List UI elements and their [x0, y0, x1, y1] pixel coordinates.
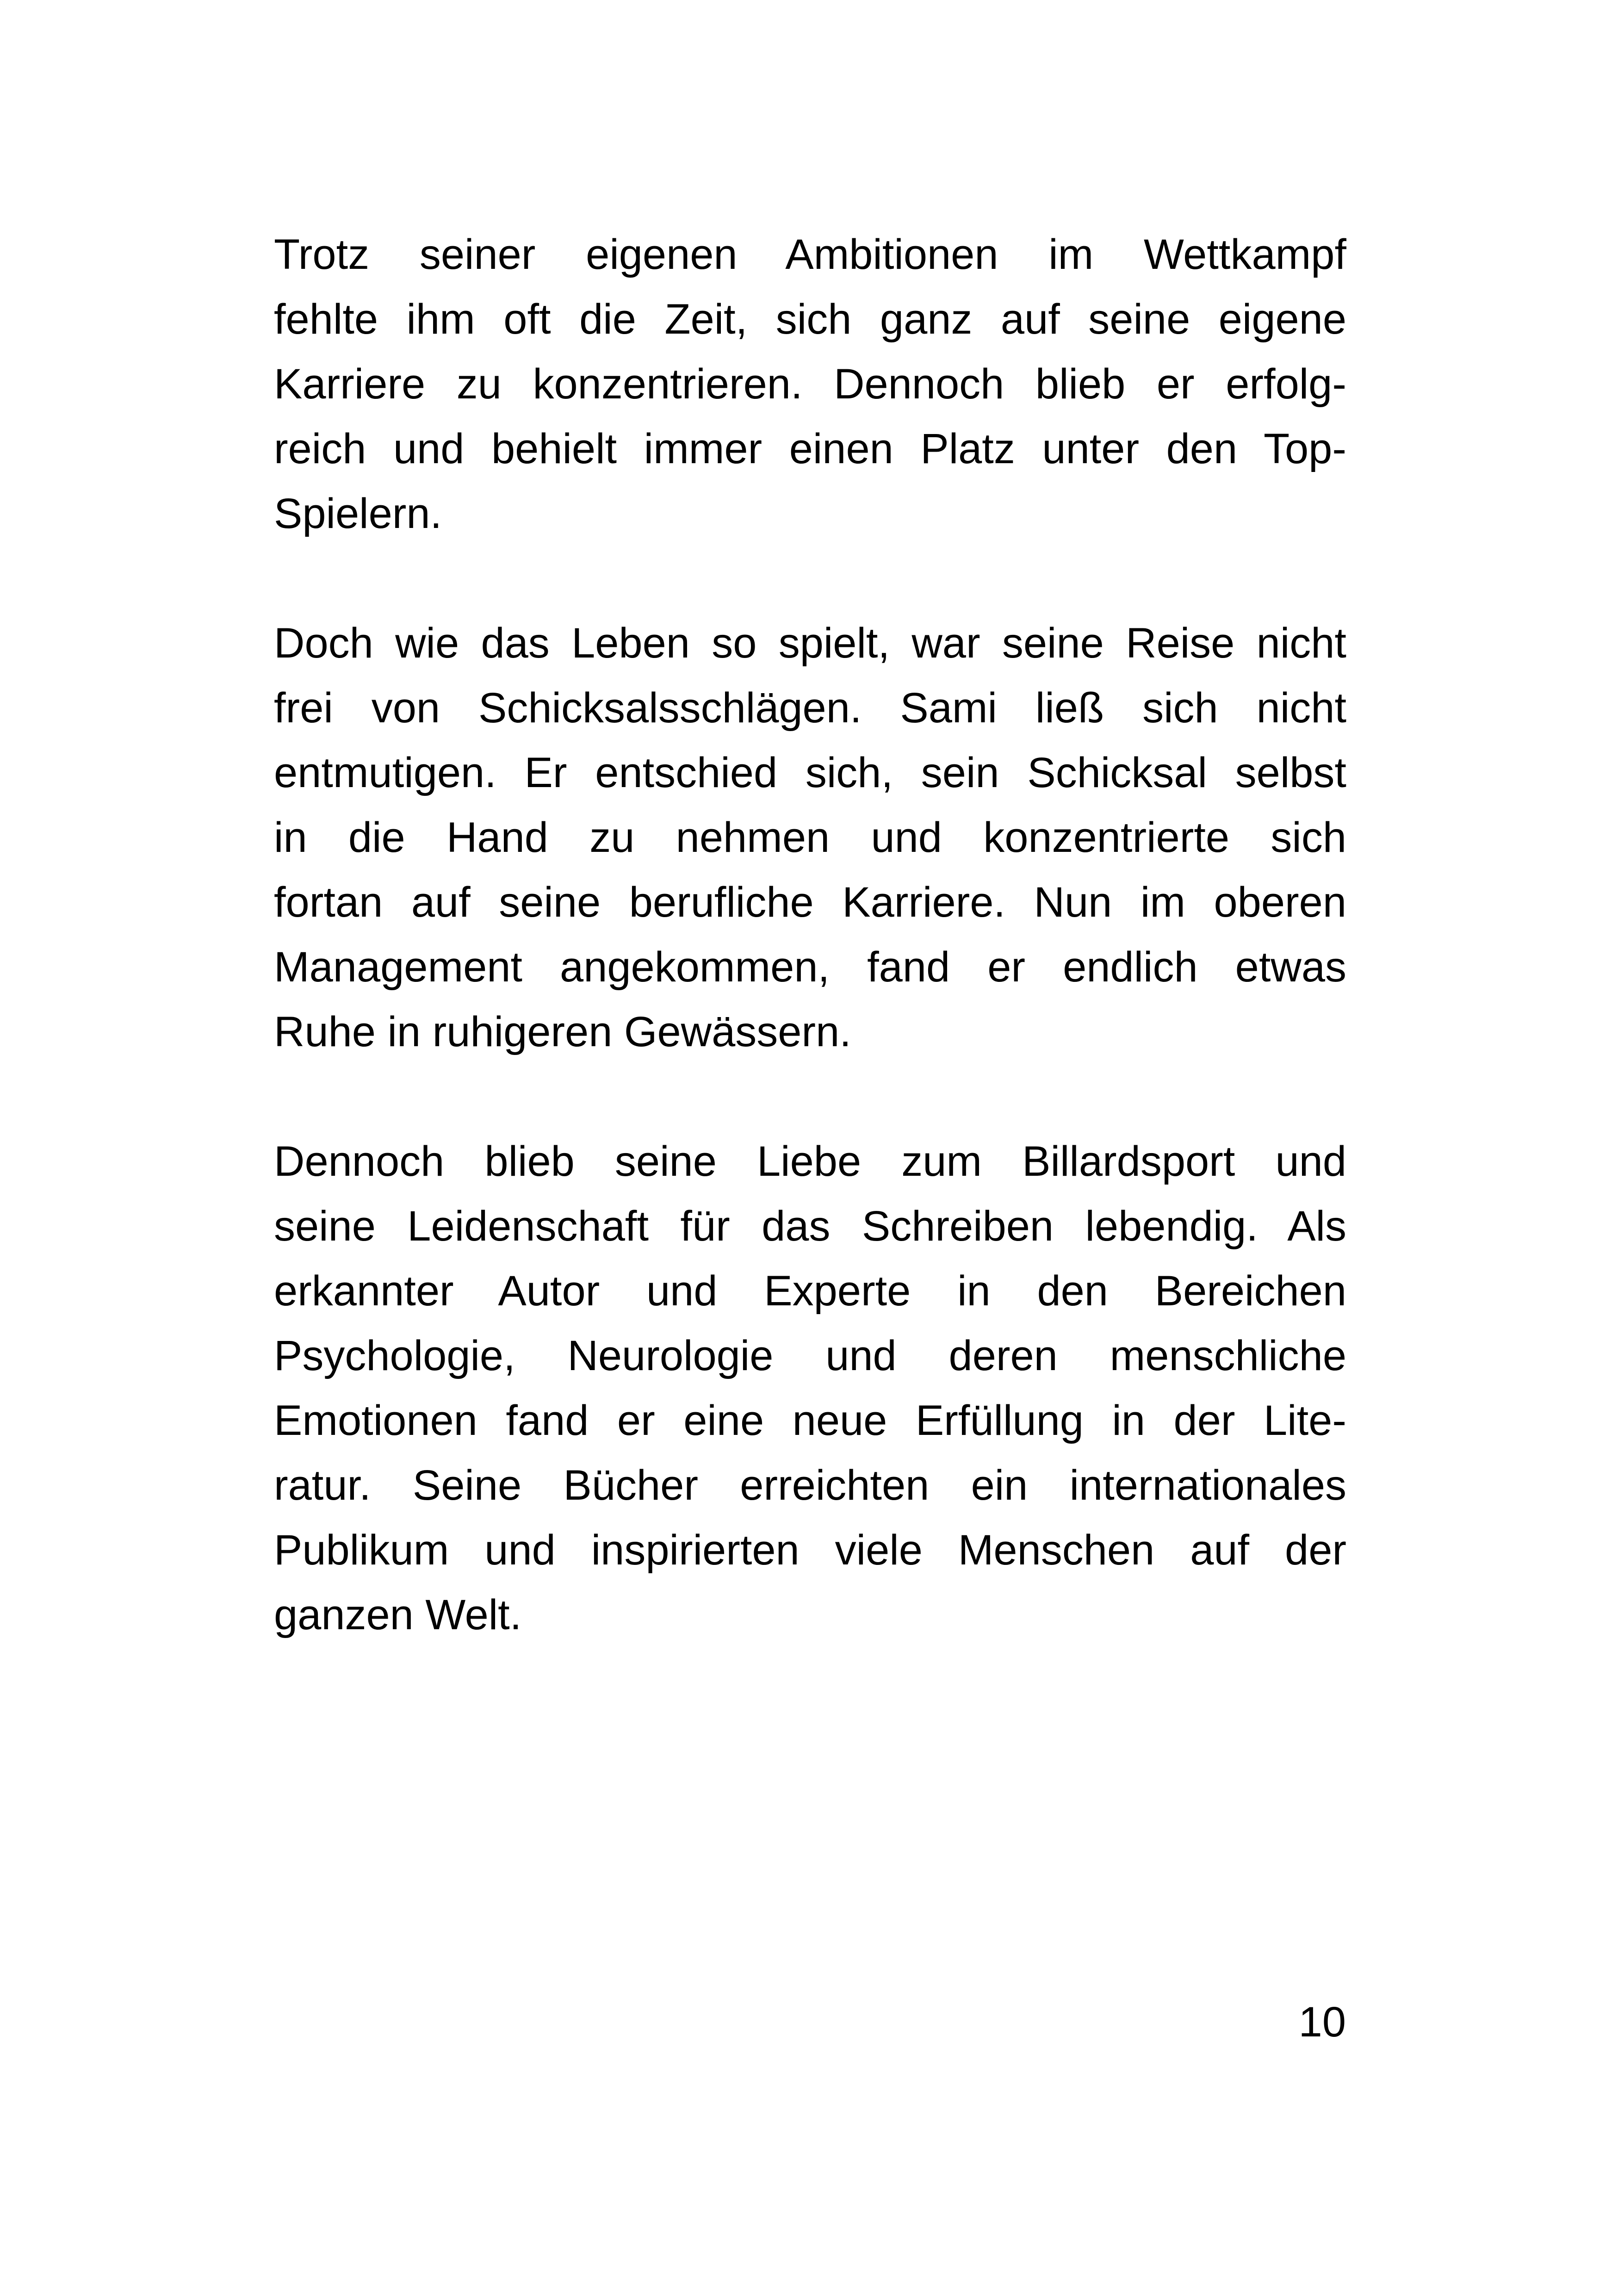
- text-line: Ruhe in ruhigeren Gewässern.: [274, 1008, 851, 1055]
- text-line: frei von Schicksalsschlägen. Sami ließ sich nicht: [274, 684, 1346, 732]
- paragraph-gap: [274, 1064, 1346, 1129]
- text-line: Trotz seiner eigenen Ambitionen im Wettkampf: [274, 231, 1346, 278]
- text-line: seine Leidenschaft für das Schreiben lebendig. Als: [274, 1203, 1346, 1250]
- text-line: Management angekommen, fand er endlich etwas: [274, 943, 1346, 991]
- text-line: fehlte ihm oft die Zeit, sich ganz auf seine eigene: [274, 296, 1346, 343]
- text-line: erkannter Autor und Experte in den Bereichen: [274, 1267, 1346, 1315]
- text-line: Emotionen fand er eine neue Erfüllung in der Lite-: [274, 1397, 1346, 1444]
- paragraph-3: [274, 1129, 1346, 1647]
- body-text: [274, 222, 1346, 1647]
- text-line: reich und behielt immer einen Platz unter den Top-: [274, 425, 1346, 472]
- text-line: ratur. Seine Bücher erreichten ein internationales: [274, 1462, 1346, 1509]
- text-line: fortan auf seine berufliche Karriere. Nun im oberen: [274, 879, 1346, 926]
- text-line: Doch wie das Leben so spielt, war seine Reise nicht: [274, 620, 1346, 667]
- text-line: Spielern.: [274, 490, 442, 537]
- paragraph-gap: [274, 546, 1346, 611]
- paragraph-1: [274, 222, 1346, 546]
- page-number: 10: [1298, 1998, 1346, 2046]
- text-line: Publikum und inspirierten viele Menschen auf der: [274, 1527, 1346, 1574]
- text-line: Karriere zu konzentrieren. Dennoch blieb er erfolg-: [274, 360, 1346, 408]
- text-line: Dennoch blieb seine Liebe zum Billardsport und: [274, 1138, 1346, 1185]
- text-line: in die Hand zu nehmen und konzentrierte sich: [274, 814, 1346, 861]
- text-line: ganzen Welt.: [274, 1591, 522, 1638]
- paragraph-2: [274, 611, 1346, 1064]
- text-line: entmutigen. Er entschied sich, sein Schicksal selbst: [274, 749, 1346, 796]
- text-line: Psychologie, Neurologie und deren menschliche: [274, 1332, 1346, 1379]
